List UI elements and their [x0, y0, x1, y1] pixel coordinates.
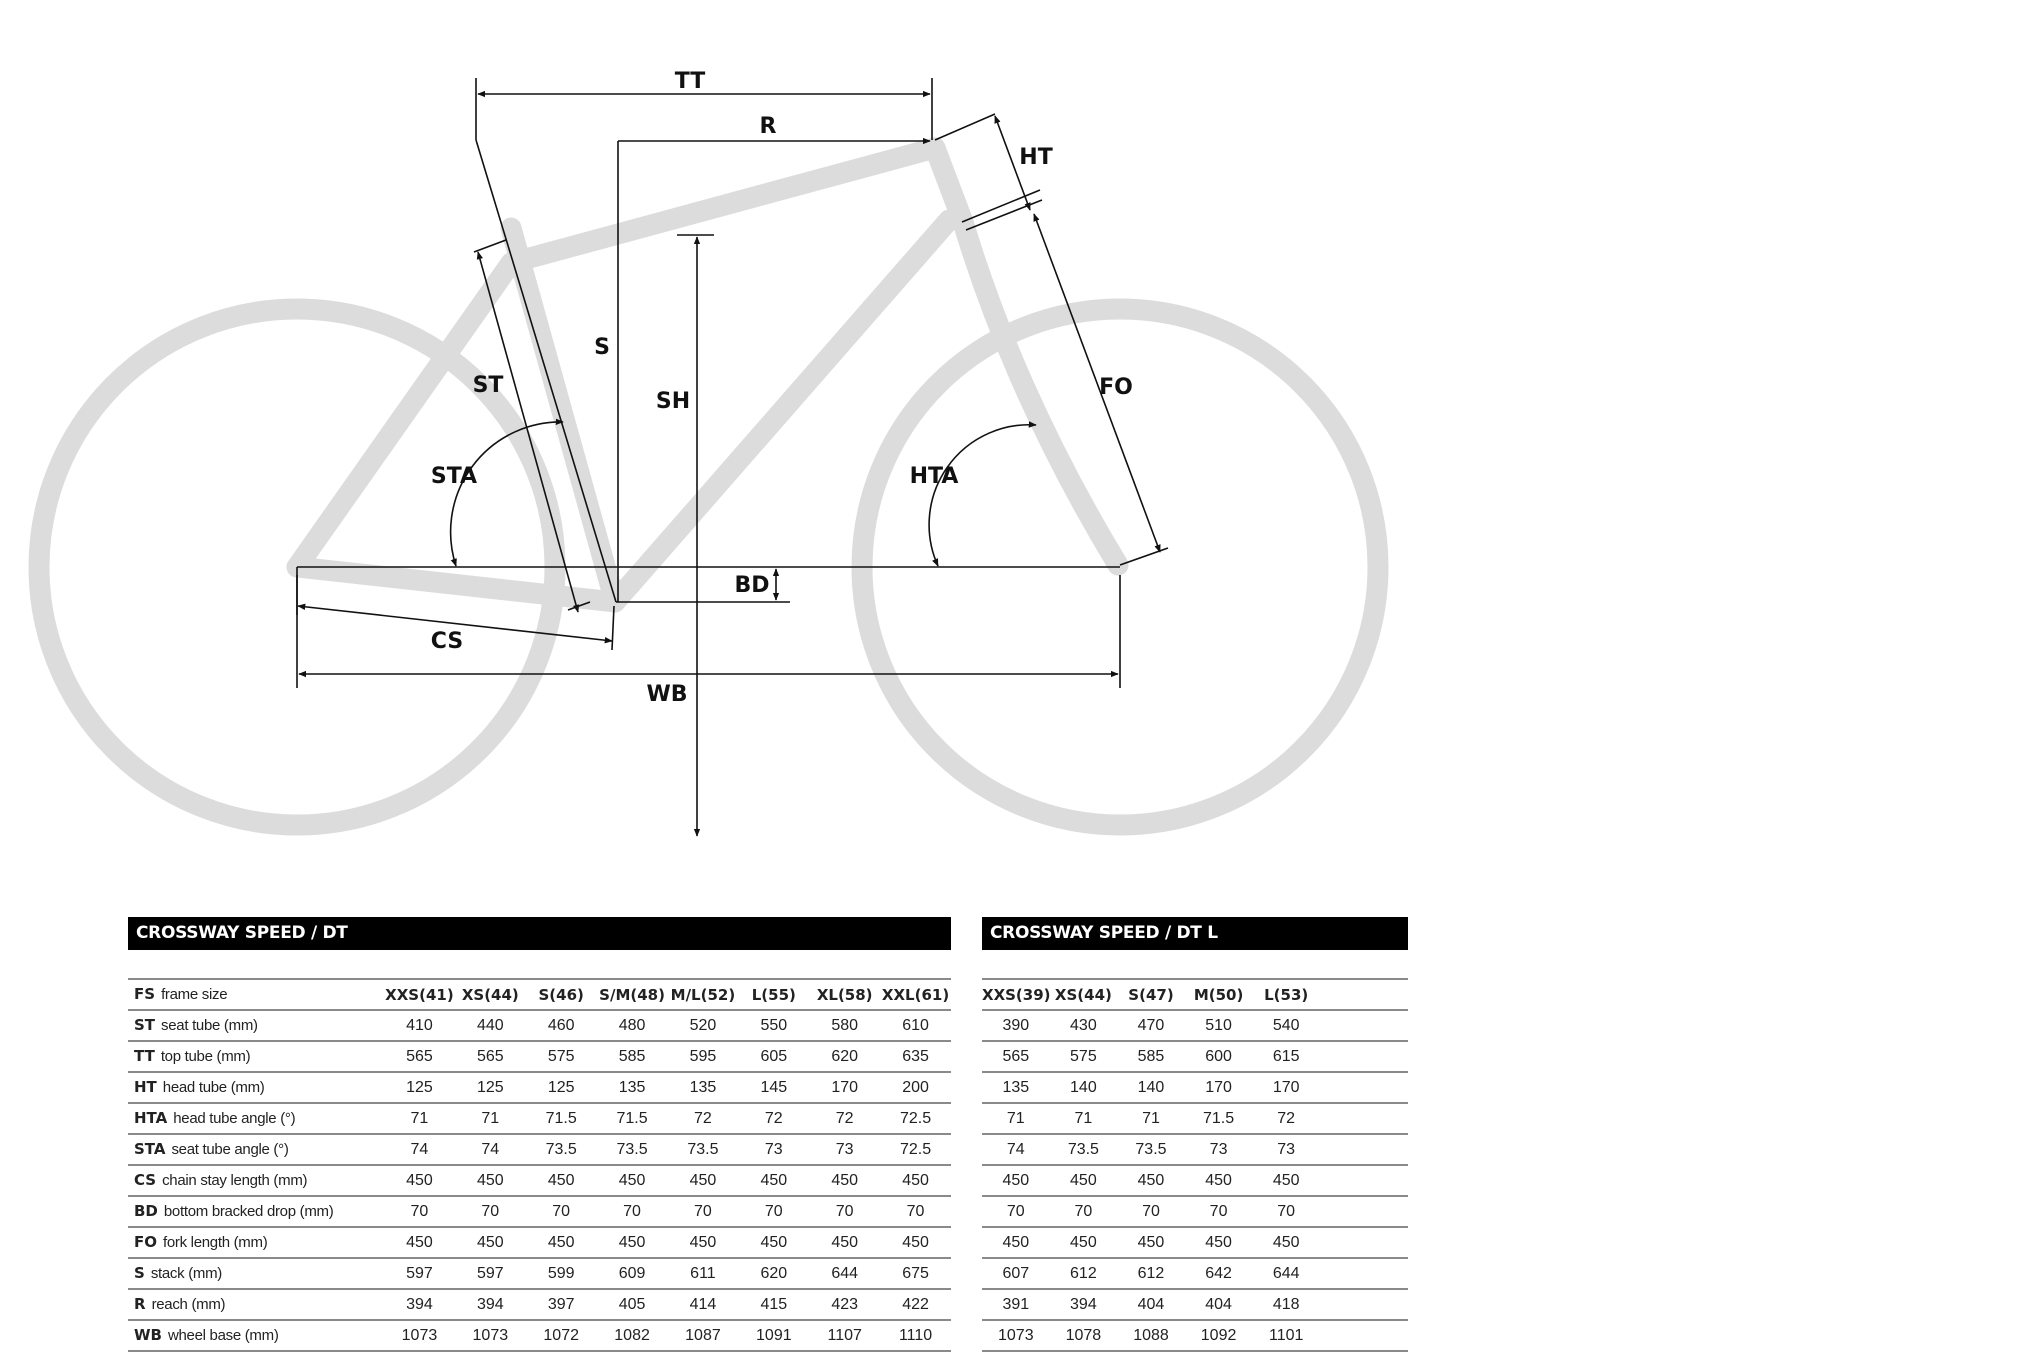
value-cell: 73 — [809, 1134, 880, 1165]
st-label: ST — [472, 373, 504, 398]
value-cell: 450 — [880, 1165, 951, 1196]
value-cell: 405 — [597, 1289, 668, 1320]
table-row — [128, 1041, 951, 1072]
row-label — [128, 1010, 384, 1041]
value-cell: 71 — [982, 1103, 1050, 1134]
row-label — [128, 1289, 384, 1320]
row-desc: reach (mm) — [151, 1296, 226, 1313]
value-cell: 450 — [526, 1165, 597, 1196]
value-cell: 70 — [1117, 1196, 1185, 1227]
value-cell: 450 — [668, 1165, 739, 1196]
value-cell: 595 — [668, 1041, 739, 1072]
value-cell: 642 — [1185, 1258, 1253, 1289]
row-label — [128, 1103, 384, 1134]
row-desc: fork length (mm) — [163, 1234, 268, 1251]
value-cell: 73 — [1185, 1134, 1253, 1165]
table-row — [982, 1041, 1408, 1072]
value-cell: 1082 — [597, 1320, 668, 1351]
value-cell: 422 — [880, 1289, 951, 1320]
size-header-desc: frame size — [161, 986, 228, 1003]
value-cell: 73 — [1252, 1134, 1320, 1165]
cs-label: CS — [430, 629, 464, 654]
value-cell: 72 — [1252, 1103, 1320, 1134]
value-cell: 612 — [1117, 1258, 1185, 1289]
table-row — [982, 1227, 1408, 1258]
table-title: CROSSWAY SPEED / DT L — [982, 917, 1408, 950]
table-row — [128, 1227, 951, 1258]
value-cell: 70 — [455, 1196, 526, 1227]
table-row — [128, 1258, 951, 1289]
value-cell: 71.5 — [597, 1103, 668, 1134]
value-cell: 71 — [1050, 1103, 1118, 1134]
value-cell: 510 — [1185, 1010, 1253, 1041]
value-cell: 1073 — [384, 1320, 455, 1351]
value-cell: 73.5 — [1050, 1134, 1118, 1165]
row-label — [128, 1258, 384, 1289]
table-row — [128, 1010, 951, 1041]
row-desc: chain stay length (mm) — [162, 1172, 308, 1189]
value-cell: 450 — [738, 1227, 809, 1258]
value-cell: 575 — [526, 1041, 597, 1072]
value-cell: 540 — [1252, 1010, 1320, 1041]
hta-label: HTA — [909, 464, 959, 489]
value-cell: 170 — [1252, 1072, 1320, 1103]
value-cell: 73.5 — [526, 1134, 597, 1165]
value-cell: 450 — [809, 1227, 880, 1258]
row-abbr: HT — [134, 1078, 157, 1096]
row-abbr: CS — [134, 1171, 157, 1189]
row-abbr: STA — [134, 1140, 166, 1158]
value-cell: 145 — [738, 1072, 809, 1103]
size-column-header: XS(44) — [1050, 979, 1118, 1010]
value-cell: 394 — [384, 1289, 455, 1320]
value-cell: 450 — [1252, 1227, 1320, 1258]
table-row — [128, 1165, 951, 1196]
row-abbr: TT — [134, 1047, 155, 1065]
value-cell: 70 — [1185, 1196, 1253, 1227]
table-row — [128, 1134, 951, 1165]
value-cell: 394 — [455, 1289, 526, 1320]
table-row — [982, 1289, 1408, 1320]
empty-cell — [1320, 1103, 1408, 1134]
value-cell: 397 — [526, 1289, 597, 1320]
empty-cell — [1320, 1072, 1408, 1103]
value-cell: 72 — [809, 1103, 880, 1134]
value-cell: 74 — [982, 1134, 1050, 1165]
table-row — [128, 1072, 951, 1103]
empty-cell — [1320, 1196, 1408, 1227]
value-cell: 70 — [738, 1196, 809, 1227]
value-cell: 70 — [880, 1196, 951, 1227]
value-cell: 450 — [597, 1227, 668, 1258]
table-row — [128, 1196, 951, 1227]
geometry-table — [128, 978, 951, 1352]
value-cell: 599 — [526, 1258, 597, 1289]
table-row — [128, 1103, 951, 1134]
value-cell: 70 — [1050, 1196, 1118, 1227]
value-cell: 600 — [1185, 1041, 1253, 1072]
value-cell: 585 — [597, 1041, 668, 1072]
value-cell: 200 — [880, 1072, 951, 1103]
value-cell: 73.5 — [668, 1134, 739, 1165]
value-cell: 70 — [384, 1196, 455, 1227]
value-cell: 450 — [668, 1227, 739, 1258]
table-row — [982, 1134, 1408, 1165]
table-row — [982, 1165, 1408, 1196]
value-cell: 470 — [1117, 1010, 1185, 1041]
empty-cell — [1320, 1227, 1408, 1258]
value-cell: 71 — [455, 1103, 526, 1134]
value-cell: 73.5 — [597, 1134, 668, 1165]
value-cell: 70 — [526, 1196, 597, 1227]
value-cell: 404 — [1117, 1289, 1185, 1320]
fo-label: FO — [1099, 375, 1133, 400]
value-cell: 71.5 — [526, 1103, 597, 1134]
value-cell: 170 — [1185, 1072, 1253, 1103]
value-cell: 605 — [738, 1041, 809, 1072]
value-cell: 71.5 — [1185, 1103, 1253, 1134]
top-tube — [511, 148, 935, 263]
value-cell: 440 — [455, 1010, 526, 1041]
value-cell: 450 — [384, 1227, 455, 1258]
table-row — [982, 1072, 1408, 1103]
row-abbr: WB — [134, 1326, 162, 1344]
value-cell: 450 — [455, 1165, 526, 1196]
empty-cell — [1320, 1134, 1408, 1165]
size-column-header: M/L(52) — [668, 979, 739, 1010]
value-cell: 418 — [1252, 1289, 1320, 1320]
ht-label: HT — [1019, 145, 1053, 170]
size-column-header: XXS(41) — [384, 979, 455, 1010]
value-cell: 125 — [384, 1072, 455, 1103]
value-cell: 550 — [738, 1010, 809, 1041]
value-cell: 70 — [597, 1196, 668, 1227]
size-column-header: L(55) — [738, 979, 809, 1010]
value-cell: 1087 — [668, 1320, 739, 1351]
size-header-row — [128, 979, 951, 1010]
row-label — [128, 1165, 384, 1196]
row-abbr: BD — [134, 1202, 158, 1220]
table-row — [982, 1103, 1408, 1134]
value-cell: 423 — [809, 1289, 880, 1320]
value-cell: 135 — [982, 1072, 1050, 1103]
size-column-header: XS(44) — [455, 979, 526, 1010]
row-desc: seat tube (mm) — [161, 1017, 258, 1034]
value-cell: 390 — [982, 1010, 1050, 1041]
value-cell: 140 — [1050, 1072, 1118, 1103]
value-cell: 610 — [880, 1010, 951, 1041]
value-cell: 1088 — [1117, 1320, 1185, 1351]
value-cell: 450 — [738, 1165, 809, 1196]
value-cell: 520 — [668, 1010, 739, 1041]
bd-label: BD — [734, 573, 770, 598]
value-cell: 675 — [880, 1258, 951, 1289]
row-desc: head tube angle (°) — [173, 1110, 296, 1127]
row-abbr: R — [134, 1295, 146, 1313]
value-cell: 620 — [738, 1258, 809, 1289]
size-column-header: XL(58) — [809, 979, 880, 1010]
fork — [963, 222, 1118, 565]
r-label: R — [759, 114, 777, 139]
value-cell: 597 — [384, 1258, 455, 1289]
value-cell: 1078 — [1050, 1320, 1118, 1351]
value-cell: 1073 — [982, 1320, 1050, 1351]
value-cell: 609 — [597, 1258, 668, 1289]
row-label — [128, 1320, 384, 1351]
value-cell: 460 — [526, 1010, 597, 1041]
empty-cell — [1320, 1289, 1408, 1320]
size-column-header: S(46) — [526, 979, 597, 1010]
value-cell: 72.5 — [880, 1103, 951, 1134]
value-cell: 580 — [809, 1010, 880, 1041]
value-cell: 450 — [1050, 1165, 1118, 1196]
empty-cell — [1320, 1320, 1408, 1351]
geometry-table-crossway-speed-dt — [128, 917, 951, 1352]
value-cell: 450 — [982, 1165, 1050, 1196]
value-cell: 575 — [1050, 1041, 1118, 1072]
size-header-row — [982, 979, 1408, 1010]
size-header-label — [128, 979, 384, 1010]
size-column-header: S(47) — [1117, 979, 1185, 1010]
value-cell: 73.5 — [1117, 1134, 1185, 1165]
value-cell: 1101 — [1252, 1320, 1320, 1351]
row-desc: stack (mm) — [150, 1265, 222, 1282]
value-cell: 71 — [1117, 1103, 1185, 1134]
value-cell: 70 — [668, 1196, 739, 1227]
bike-frame — [297, 148, 1118, 602]
value-cell: 565 — [982, 1041, 1050, 1072]
value-cell: 73 — [738, 1134, 809, 1165]
value-cell: 391 — [982, 1289, 1050, 1320]
geometry-table-crossway-speed-dt-l — [982, 917, 1408, 1352]
value-cell: 394 — [1050, 1289, 1118, 1320]
fo-dimension-line — [1034, 214, 1160, 552]
value-cell: 565 — [455, 1041, 526, 1072]
sh-label: SH — [655, 389, 691, 414]
hta-angle-arc — [929, 425, 1036, 566]
value-cell: 1073 — [455, 1320, 526, 1351]
value-cell: 565 — [384, 1041, 455, 1072]
empty-cell — [1320, 1010, 1408, 1041]
sta-label: STA — [430, 464, 478, 489]
value-cell: 620 — [809, 1041, 880, 1072]
s-label: S — [594, 335, 610, 360]
size-header-abbr: FS — [134, 985, 156, 1003]
value-cell: 170 — [809, 1072, 880, 1103]
value-cell: 585 — [1117, 1041, 1185, 1072]
value-cell: 612 — [1050, 1258, 1118, 1289]
value-cell: 430 — [1050, 1010, 1118, 1041]
table-title: CROSSWAY SPEED / DT — [128, 917, 951, 950]
row-label — [128, 1227, 384, 1258]
value-cell: 607 — [982, 1258, 1050, 1289]
row-label — [128, 1134, 384, 1165]
row-abbr: S — [134, 1264, 145, 1282]
value-cell: 1110 — [880, 1320, 951, 1351]
row-abbr: FO — [134, 1233, 157, 1251]
value-cell: 135 — [668, 1072, 739, 1103]
value-cell: 450 — [880, 1227, 951, 1258]
value-cell: 480 — [597, 1010, 668, 1041]
value-cell: 450 — [1185, 1227, 1253, 1258]
value-cell: 74 — [455, 1134, 526, 1165]
size-column-header: M(50) — [1185, 979, 1253, 1010]
value-cell: 450 — [597, 1165, 668, 1196]
value-cell: 70 — [982, 1196, 1050, 1227]
value-cell: 450 — [1050, 1227, 1118, 1258]
value-cell: 450 — [1117, 1165, 1185, 1196]
size-column-header: S/M(48) — [597, 979, 668, 1010]
row-desc: wheel base (mm) — [167, 1327, 279, 1344]
value-cell: 635 — [880, 1041, 951, 1072]
value-cell: 125 — [455, 1072, 526, 1103]
value-cell: 415 — [738, 1289, 809, 1320]
value-cell: 404 — [1185, 1289, 1253, 1320]
row-label — [128, 1072, 384, 1103]
value-cell: 450 — [384, 1165, 455, 1196]
value-cell: 71 — [384, 1103, 455, 1134]
empty-cell — [1320, 1165, 1408, 1196]
value-cell: 611 — [668, 1258, 739, 1289]
empty-cell — [1320, 979, 1408, 1010]
geometry-table — [982, 978, 1408, 1352]
value-cell: 1107 — [809, 1320, 880, 1351]
row-abbr: ST — [134, 1016, 156, 1034]
table-row — [982, 1258, 1408, 1289]
value-cell: 70 — [1252, 1196, 1320, 1227]
value-cell: 644 — [809, 1258, 880, 1289]
value-cell: 140 — [1117, 1072, 1185, 1103]
value-cell: 450 — [982, 1227, 1050, 1258]
row-desc: bottom bracked drop (mm) — [163, 1203, 334, 1220]
head-tube — [935, 148, 963, 222]
value-cell: 450 — [526, 1227, 597, 1258]
table-row — [982, 1196, 1408, 1227]
row-desc: top tube (mm) — [160, 1048, 251, 1065]
wb-label: WB — [646, 682, 688, 707]
value-cell: 450 — [455, 1227, 526, 1258]
empty-cell — [1320, 1041, 1408, 1072]
tt-label: TT — [674, 69, 706, 94]
value-cell: 1072 — [526, 1320, 597, 1351]
value-cell: 1091 — [738, 1320, 809, 1351]
table-row — [128, 1289, 951, 1320]
value-cell: 72 — [738, 1103, 809, 1134]
size-column-header: XXL(61) — [880, 979, 951, 1010]
value-cell: 1092 — [1185, 1320, 1253, 1351]
value-cell: 615 — [1252, 1041, 1320, 1072]
value-cell: 72 — [668, 1103, 739, 1134]
empty-cell — [1320, 1258, 1408, 1289]
value-cell: 450 — [1185, 1165, 1253, 1196]
value-cell: 70 — [809, 1196, 880, 1227]
row-label — [128, 1041, 384, 1072]
value-cell: 72.5 — [880, 1134, 951, 1165]
table-row — [982, 1010, 1408, 1041]
size-column-header: L(53) — [1252, 979, 1320, 1010]
value-cell: 414 — [668, 1289, 739, 1320]
row-desc: head tube (mm) — [162, 1079, 265, 1096]
row-desc: seat tube angle (°) — [171, 1141, 289, 1158]
table-row — [982, 1320, 1408, 1351]
value-cell: 597 — [455, 1258, 526, 1289]
value-cell: 135 — [597, 1072, 668, 1103]
row-label — [128, 1196, 384, 1227]
row-abbr: HTA — [134, 1109, 168, 1127]
value-cell: 410 — [384, 1010, 455, 1041]
value-cell: 450 — [1252, 1165, 1320, 1196]
table-row — [128, 1320, 951, 1351]
value-cell: 125 — [526, 1072, 597, 1103]
value-cell: 450 — [1117, 1227, 1185, 1258]
value-cell: 74 — [384, 1134, 455, 1165]
value-cell: 644 — [1252, 1258, 1320, 1289]
value-cell: 450 — [809, 1165, 880, 1196]
size-column-header: XXS(39) — [982, 979, 1050, 1010]
